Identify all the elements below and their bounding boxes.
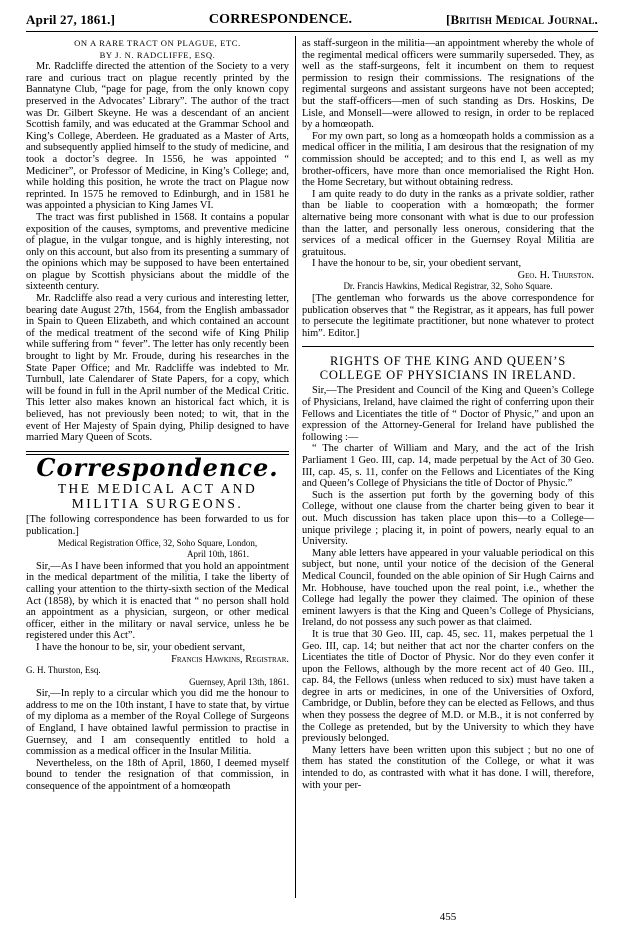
column-divider	[295, 36, 296, 898]
editor-note: [The gentleman who forwards us the above correspondence for publication observes that “ the Registrar, as it appears, has full power to persecute the legitimate practitioner, but none whatever to protect him”. Editor.]	[302, 293, 594, 339]
paragraph: For my own part, so long as a homœopath holds a commission as a medical officer in the militia, I am desirous that the resignation of my commission should be accepted; and to this end I, as well as my brother-officers, have more than once memorialised the Right Hon. the Home Secretary, but without obtaining redress.	[302, 130, 594, 189]
right-column	[302, 38, 594, 791]
paragraph: Such is the assertion put forth by the governing body of this College, without one clause from the charter being given to bear it out. Much discussion has taken place upon this—to a College—unique privilege ; placing it, in point of powers, nearly equal to an University.	[302, 489, 594, 548]
letter-recipient: Dr. Francis Hawkins, Medical Registrar, 32, Soho Square.	[343, 281, 553, 292]
paragraph: Sir,—The President and Council of the King and Queen’s College of Physicians, Ireland, have claimed the right of conferring upon their Fellows and Licentiates the title of “ Doctor of Physic,” and upon an expression of the Attorney-General for Ireland have published the following :—	[302, 385, 594, 443]
letter-closing: I have the honour to be, sir, your obedient servant,	[36, 641, 246, 653]
paragraph: It is true that 30 Geo. III, cap. 45, sec. 11, makes perpetual the 1 Geo. III, cap. 14; but neither that act nor the charter confers on the Licentiates the title of Doctor of Physic. Nor do they even confer it upon the Fellows, although by the more recent act of 40 Geo. III., cap. 84, the Fellows (unless when reduced to six) must have taken a degree in arts or medicines, in one of the Universities of Oxford, Cambridge, or Dublin, before they can be elected as Fellows, and thus when they possess the degree of M.D. or M.B., it is not conferred by the College as pretended, but by the University to which they have previously belonged.	[302, 628, 595, 745]
paragraph: Many able letters have appeared in your valuable periodical on this subject, but none, until your notice of the decision of the General Medical Council, founded on the able opinion of Sir Hugh Cairns and Mr. Hobhouse, have touched upon the real point, i.e., whether the College had legally the power they claimed. The opinion of these eminent lawyers is that the King and Queen’s College of Physicians, Ireland, do not possess any such power as that claimed.	[302, 547, 594, 629]
letter-signature: Geo. H. Thurston.	[517, 269, 594, 281]
letter-date: April 10th, 1861.	[187, 549, 249, 560]
header-section: CORRESPONDENCE.	[208, 12, 353, 27]
letter-date: Guernsey, April 13th, 1861.	[189, 676, 289, 687]
paragraph: as staff-surgeon in the militia—an appointment whereby the whole of the regimental medical officers were summarily superseded. They, as well as the staff-surgeons, felt it incumbent on them to request permission to resign their commissions. The resignations of the regimental surgeons and assistant surgeons have not been accepted; but the staff-officers—men of such standing as Drs. Hoskins, De Lisle, and Monsell—were allowed to resign, in order to be replaced by a homœopath.	[302, 38, 594, 131]
section-rule	[302, 346, 594, 347]
paragraph: Mr. Radcliffe directed the attention of the Society to a very rare and curious tract on plague recently printed by the Bannatyne Club, “page for page, from the only known copy preserved in the Advocates’ Library”. The author of the tract was Dr. Gilbert Skeyne. He was a descendant of an ancient Scottish family, and was educated at the Grammar School and King’s College, Aberdeen. He graduated as a Master of Arts, and subsequently applied himself to the study of medicine, and took a doctor’s degree. In 1556, he was appointed “ Mediciner”, or Professor of Medicine, in King’s College; and, while holding this position, he wrote the tract on Plague now reprinted. In 1575 he removed to Edinburgh, and in 1581 he was appointed a physician to King James VI.	[26, 61, 289, 212]
editor-intro: [The following correspondence has been forwarded to us for publication.]	[26, 514, 289, 537]
letter-closing: I have the honour to be, sir, your obedient servant,	[312, 258, 522, 270]
header-date: April 27, 1861.]	[26, 12, 116, 27]
letter-signature: Francis Hawkins, Registrar.	[171, 653, 289, 665]
page-header	[26, 4, 598, 32]
letter-address: Medical Registration Office, 32, Soho Square, London,	[57, 537, 258, 548]
paragraph: Sir,—As I have been informed that you hold an appointment in the medical department of the militia, I take the liberty of calling your attention to the thirty-sixth section of the Medical Act (1858), by which it is enacted that “ no person shall hold an appointment as a physician, surgeon, or other medical officer, either in the military or naval service, unless he be registered under this Act”.	[26, 560, 289, 642]
paragraph: Sir,—In reply to a circular which you did me the honour to address to me on the 10th instant, I have to state that, by virtue of my diploma as a member of the Royal College of Surgeons of England, I have obtained lawful permission to practise in Guernsey, and I am consequently entitled to hold a commission as a medical officer in the Insular Militia.	[26, 688, 289, 758]
letter-recipient: G. H. Thurston, Esq.	[26, 665, 101, 676]
article-byline: BY J. N. RADCLIFFE, ESQ.	[99, 49, 216, 60]
paragraph: I am quite ready to do duty in the ranks as a private soldier, rather than be liable to cooperation with a homœopath; the former alternative being more consonant with what is due to our profession than the latter, and personally less onerous, considering that the services of a medical officer in the Guernsey Royal Militia are gratuitous.	[302, 188, 594, 258]
page-number: 455	[439, 911, 457, 923]
paragraph: Many letters have been written upon this subject ; but no one of them has stated the constitution of the College, or what it was intended to do, as contrasted with what it has done. I will, therefore, with your per-	[302, 744, 594, 791]
paragraph: “ The charter of William and Mary, and the act of the Irish Parliament 1 Geo. III, cap. 14, made perpetual by the Act of 30 Geo. III, cap. 45, s. 11, confer on the Fellows and Licentiates of the King and Queen’s College of Physicians the title of Doctor of Physic.”	[302, 443, 594, 490]
article-title: RIGHTS OF THE KING AND QUEEN’S COLLEGE OF PHYSICIANS IN IRELAND.	[319, 354, 577, 383]
section-title: Correspondence.	[36, 452, 279, 482]
paragraph: Mr. Radcliffe also read a very curious and interesting letter, bearing date August 27th, 1564, from the English ambassador in Spain to Queen Elizabeth, and which contained an account of the medical treatment of the second wife of King Philip while suffering from “ fever”. The letter has only recently been brought to light by Mr. Froude, during his researches in the State Paper Office; and Mr. Radcliffe was indebted to Mr. Turnbull, late Calendarer of State Papers, for a copy, which will be found in full in the April number of the Medical Critic. This letter also makes known an historical fact which, it is believed, has not previously been noted; to wit, that in the event of Her Majesty of Spain dying, Philip designed to have married Mary Queen of Scots.	[26, 293, 289, 444]
paragraph: Nevertheless, on the 18th of April, 1860, I deemed myself bound to tender the resignation of that commission, in consequence of the appointment of a homœopath	[26, 757, 289, 793]
left-column	[26, 38, 289, 793]
header-journal: [British Medical Journal.	[445, 12, 598, 27]
paragraph: The tract was first published in 1568. It contains a popular exposition of the causes, symptoms, and preventive medicine of plague, in the vulgar tongue, and is highly interesting, not only on this account, but also from its presenting a summary of the opinions which may be supposed to have been entertained on plague by Scottish physicians about the middle of the sixteenth century.	[26, 211, 289, 293]
letter-heading: THE MEDICAL ACT AND MILITIA SURGEONS.	[57, 481, 258, 512]
article-title: ON A RARE TRACT ON PLAGUE, ETC.	[74, 38, 241, 48]
